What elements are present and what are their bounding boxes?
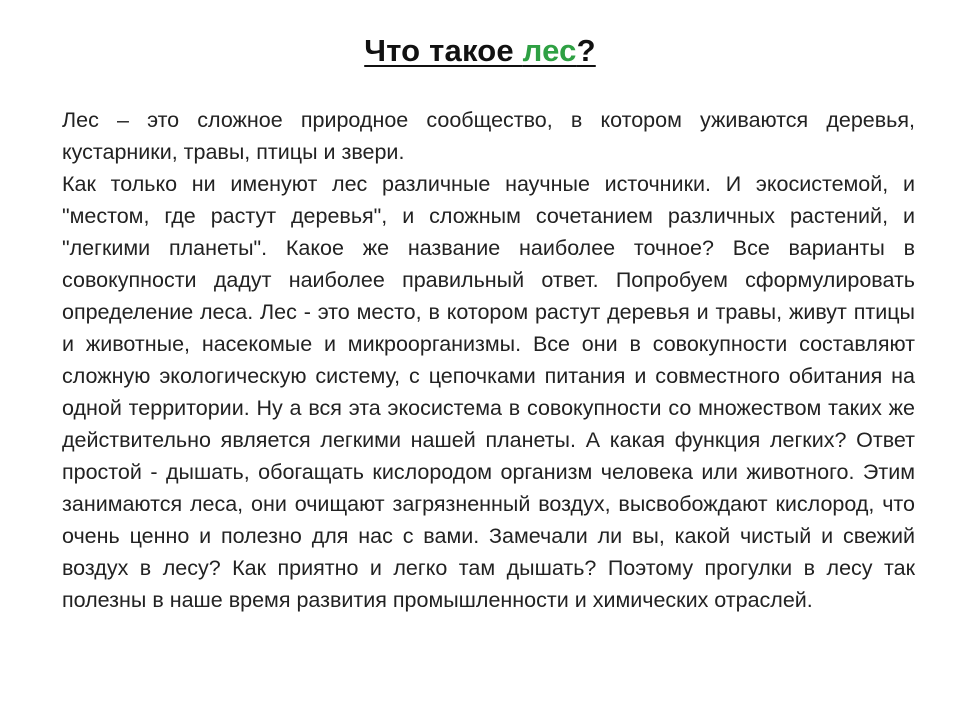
page-title xyxy=(0,33,960,69)
paragraph-explanation: Как только ни именуют лес различные научные источники. И экосистемой, и "местом, где растут деревья", и сложным сочетанием различных растений, и "легкими планеты". Какое же название наиболее точное? Все варианты в совокупности дадут наиболее правильный ответ. Попробуем сформулировать определение леса. Лес - это место, в котором растут деревья и травы, живут птицы и животные, насекомые и микроорганизмы. Все они в совокупности составляют сложную экологическую систему, с цепочками питания и совместного обитания на одной территории. Ну а вся эта экосистема в совокупности со множеством таких же действительно является легкими нашей планеты. А какая функция легких? Ответ простой - дышать, обогащать кислородом организм человека или животного. Этим занимаются леса, они очищают загрязненный воздух, высвобождают кислород, что очень ценно и полезно для нас с вами. Замечали ли вы, какой чистый и свежий воздух в лесу? Как приятно и легко там дышать? Поэтому прогулки в лесу так полезны в наше время развития промышленности и химических отраслей. xyxy=(62,172,915,612)
paragraph-definition: Лес – это сложное природное сообщество, в котором уживаются деревья, кустарники, травы, птицы и звери. xyxy=(62,108,915,164)
title-prefix: Что такое xyxy=(364,33,523,68)
title-highlight: лес xyxy=(522,33,577,68)
body-text xyxy=(62,104,915,616)
title-suffix: ? xyxy=(576,33,596,68)
